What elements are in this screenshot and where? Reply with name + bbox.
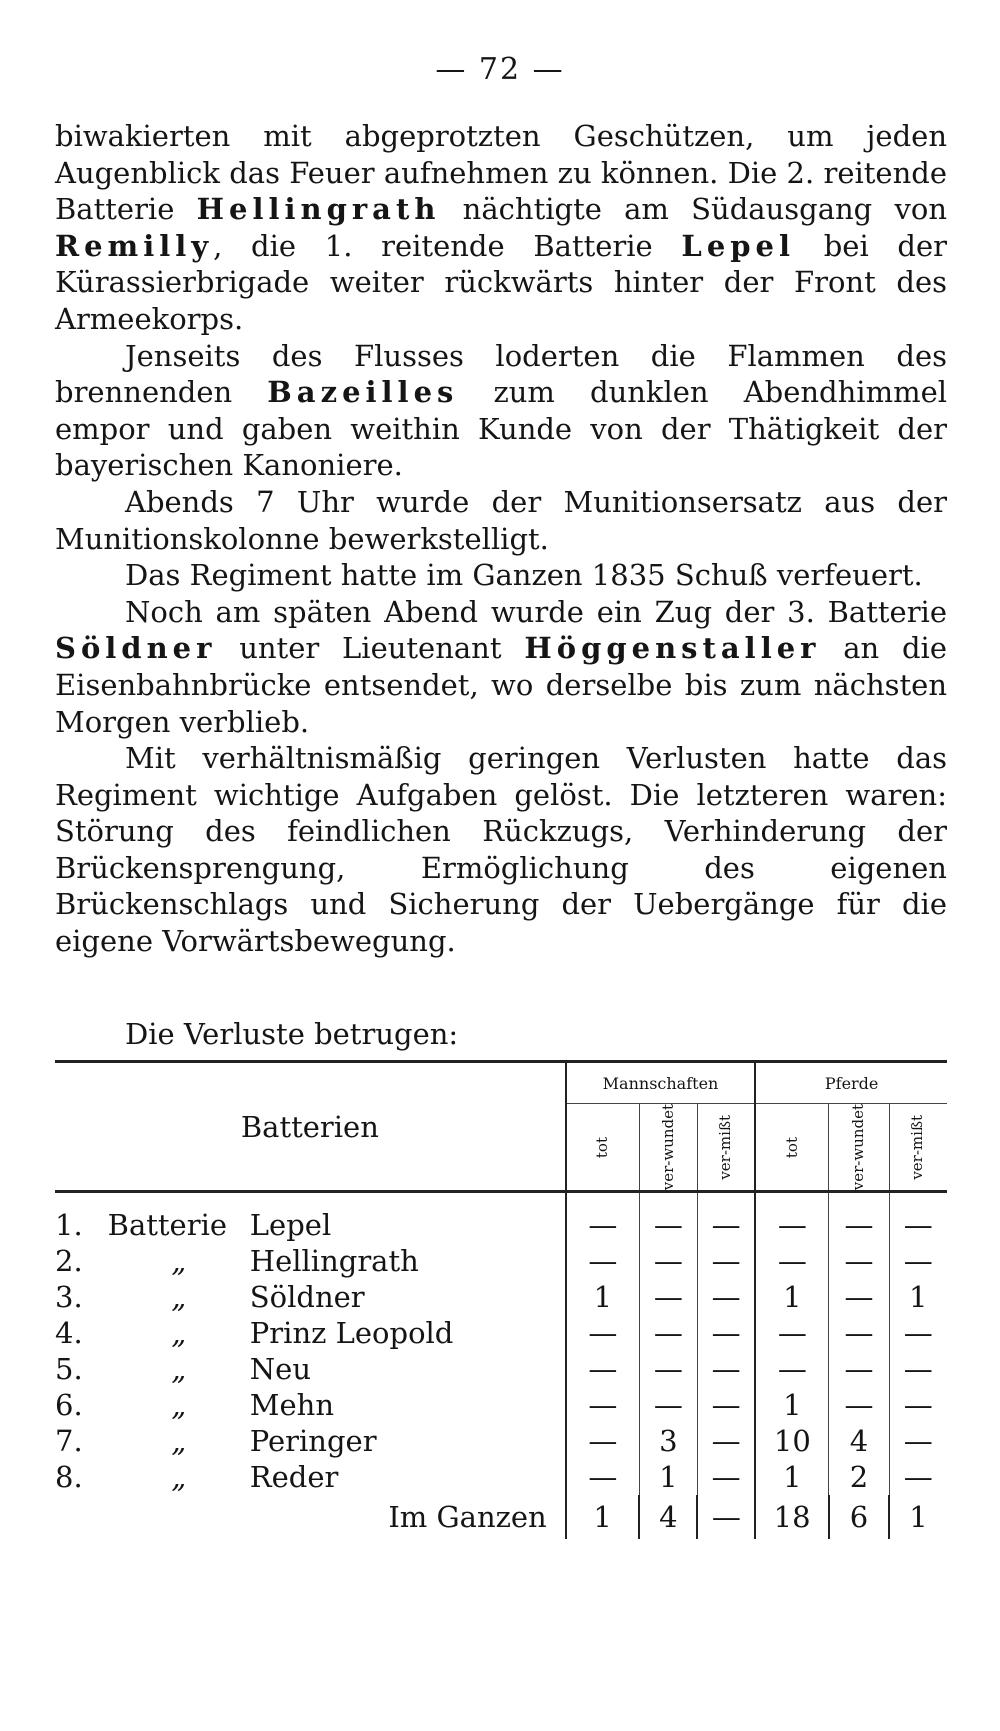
battery-name: Reder [249,1460,339,1495]
header-batterien: Batterien [240,1109,379,1144]
mannschaften-cell: — [639,1351,697,1387]
header-m-verwundet: ver-wundet [658,1104,677,1191]
row-prefix: „ [171,1352,187,1387]
row-number: 7. [55,1424,83,1459]
mannschaften-cell: — [639,1279,697,1315]
spaced-name: Höggenstaller [524,631,821,666]
losses-table [55,1060,947,1539]
table-row [55,1243,947,1279]
row-prefix: „ [171,1388,187,1423]
mannschaften-cell: — [697,1243,755,1279]
battery-name: Peringer [249,1424,377,1459]
text-run: Abends 7 Uhr wurde der Munitionsersatz aus der Munitionskolonne bewerkstelligt. [55,484,947,556]
paragraph [55,740,947,960]
mannschaften-cell: — [697,1192,755,1244]
mannschaften-cell: 3 [639,1423,697,1459]
paragraph [55,557,947,594]
paragraph [55,484,947,557]
page-number: — 72 — [435,52,565,87]
mannschaften-cell: — [566,1351,640,1387]
header-p-vermisst: ver-mißt [908,1114,927,1180]
row-prefix: „ [171,1424,187,1459]
mannschaften-cell: — [697,1459,755,1495]
row-number: 1. [55,1208,83,1243]
row-number: 4. [55,1316,83,1351]
total-row [55,1495,947,1539]
battery-name: Prinz Leopold [249,1316,454,1351]
spaced-name: Söldner [55,631,217,666]
header-mannschaften: Mannschaften [602,1073,719,1093]
text-run: unter Lieutenant [216,631,525,666]
spaced-name: Hellingrath [196,192,441,227]
battery-name: Söldner [249,1280,365,1315]
mannschaften-cell: 1 [566,1279,640,1315]
header-m-tot: tot [592,1136,611,1158]
pferde-cell: — [889,1387,947,1423]
battery-name: Neu [249,1352,312,1387]
paragraph [55,118,947,338]
mannschaften-cell: 1 [639,1459,697,1495]
pferde-cell: — [755,1243,829,1279]
row-prefix: „ [171,1460,187,1495]
table-row [55,1279,947,1315]
table-row [55,1192,947,1244]
spaced-name: Lepel [681,228,796,263]
mannschaften-cell: — [697,1423,755,1459]
header-p-verwundet: ver-wundet [849,1104,868,1191]
mannschaften-cell: — [697,1315,755,1351]
pferde-cell: — [829,1351,889,1387]
pferde-cell: — [829,1315,889,1351]
row-number: 3. [55,1280,83,1315]
pferde-cell: — [829,1192,889,1244]
pferde-cell: 10 [755,1423,829,1459]
text-run: Jenseits des Flusses loderten die Flammen des brennenden [55,338,947,410]
table-row [55,1315,947,1351]
mannschaften-cell: — [697,1351,755,1387]
text-run: zum dunklen Abendhimmel empor und gaben weithin Kunde von der Thätigkeit der bayerischen Kanoniere. [55,375,948,483]
text-run: an die Eisenbahnbrücke entsendet, wo derselbe bis zum nächsten Morgen verblieb. [55,631,947,739]
pferde-cell: — [889,1459,947,1495]
pferde-cell: 1 [755,1387,829,1423]
row-prefix: Batterie [107,1208,228,1243]
header-p-tot: tot [782,1136,801,1158]
row-number: 6. [55,1388,83,1423]
battery-name: Lepel [249,1208,332,1243]
pferde-cell: — [755,1192,829,1244]
text-run: bei der Kürassierbrigade weiter rückwärts hinter der Front des Armeekorps. [55,228,948,336]
pferde-cell: 2 [829,1459,889,1495]
pferde-cell: — [829,1387,889,1423]
mannschaften-cell: — [566,1192,640,1244]
table-row [55,1387,947,1423]
row-prefix: „ [171,1244,187,1279]
mannschaften-cell: — [566,1315,640,1351]
row-number: 2. [55,1244,83,1279]
mannschaften-cell: — [566,1423,640,1459]
battery-name: Mehn [249,1388,335,1423]
total-cell: 1 [566,1495,640,1539]
spaced-name: Remilly [55,228,214,263]
table-row [55,1423,947,1459]
header-m-vermisst: ver-mißt [716,1114,735,1180]
mannschaften-cell: — [697,1279,755,1315]
pferde-cell: — [889,1315,947,1351]
total-cell: 1 [889,1495,947,1539]
pferde-cell: — [829,1243,889,1279]
mannschaften-cell: — [639,1387,697,1423]
row-prefix: „ [171,1280,187,1315]
pferde-cell: 1 [755,1459,829,1495]
row-number: 5. [55,1352,83,1387]
paragraph [55,594,947,740]
mannschaften-cell: — [697,1387,755,1423]
header-pferde: Pferde [824,1073,879,1093]
mannschaften-cell: — [566,1387,640,1423]
text-run: Das Regiment hatte im Ganzen 1835 Schuß verfeuert. [125,558,923,593]
text-run: nächtigte am Südausgang von [440,192,947,227]
paragraph [55,338,947,484]
row-number: 8. [55,1460,83,1495]
mannschaften-cell: — [566,1459,640,1495]
spaced-name: Bazeilles [267,375,459,410]
pferde-cell: — [889,1351,947,1387]
total-label: Im Ganzen [388,1500,547,1535]
row-prefix: „ [171,1316,187,1351]
mannschaften-cell: — [639,1315,697,1351]
pferde-cell: 1 [755,1279,829,1315]
total-cell: — [697,1495,755,1539]
battery-name: Hellingrath [249,1244,419,1279]
pferde-cell: 4 [829,1423,889,1459]
pferde-cell: — [889,1192,947,1244]
table-intro: Die Verluste betrugen: [125,1017,459,1051]
mannschaften-cell: — [639,1243,697,1279]
pferde-cell: — [755,1315,829,1351]
text-run: Noch am späten Abend wurde ein Zug der 3. Batterie [125,594,947,629]
total-cell: 4 [639,1495,697,1539]
text-run: biwakierten mit abgeprotzten Geschützen, um jeden Augenblick das Feuer aufnehmen zu können. Die 2. reitende Batterie [55,119,947,227]
pferde-cell: — [829,1279,889,1315]
mannschaften-cell: — [639,1192,697,1244]
pferde-cell: — [889,1243,947,1279]
text-run: , die 1. reitende Batterie [213,228,682,263]
total-cell: 18 [755,1495,829,1539]
pferde-cell: 1 [889,1279,947,1315]
pferde-cell: — [889,1423,947,1459]
text-run: Mit verhältnismäßig geringen Verlusten hatte das Regiment wichtige Aufgaben gelöst. Die letzteren waren: Störung des feindlichen Rückzugs, Verhinderung der Brückensprengung, Ermöglichung des eigenen Brückenschlags und Sicherung der Uebergänge für die eigene Vorwärtsbewegung. [55,741,947,959]
table-row [55,1351,947,1387]
table-row [55,1459,947,1495]
body-text [55,118,947,960]
pferde-cell: — [755,1351,829,1387]
total-cell: 6 [829,1495,889,1539]
mannschaften-cell: — [566,1243,640,1279]
